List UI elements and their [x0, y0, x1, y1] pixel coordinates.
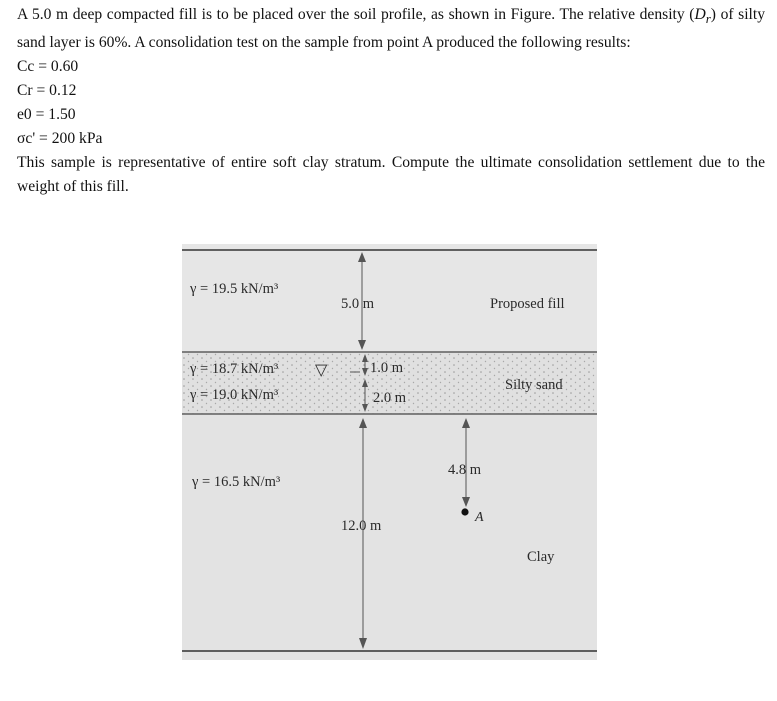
- sand-unit-weight-above: γ = 18.7 kN/m³: [190, 361, 279, 377]
- problem-statement: [17, 3, 765, 199]
- fill-unit-weight: γ = 19.5 kN/m³: [190, 281, 279, 297]
- e0-value: e0 = 1.50: [17, 106, 76, 124]
- cc-value: Cc = 0.60: [17, 58, 79, 76]
- sand-name: Silty sand: [505, 377, 563, 393]
- water-table-icon: ▽: [315, 362, 328, 379]
- clay-unit-weight: γ = 16.5 kN/m³: [192, 474, 281, 490]
- problem-intro: A 5.0 m deep compacted fill is to be placed over the soil profile, as shown in Figure. The relative density $(D_r)$ of silty sand layer is 60%. A consolidation test on the sample from point A produced the following results:: [17, 6, 766, 52]
- sand-unit-weight-below: γ = 19.0 kN/m³: [190, 387, 279, 403]
- water-table-depth-label: 1.0 m: [370, 360, 404, 376]
- soil-profile-figure: [182, 244, 597, 660]
- problem-question: This sample is representative of entire soft clay stratum. Compute the ultimate consolidation settlement due to the weight of this fill.: [17, 154, 765, 196]
- clay-thickness-label: 12.0 m: [341, 518, 382, 534]
- fill-name: Proposed fill: [490, 296, 565, 312]
- point-a-label: A: [475, 510, 484, 525]
- sand-below-wt-label: 2.0 m: [373, 390, 407, 406]
- point-a-depth-label: 4.8 m: [448, 462, 482, 478]
- sigma-c-value: σc' = 200 kPa: [17, 130, 103, 148]
- fill-thickness-label: 5.0 m: [341, 296, 375, 312]
- point-a-marker: [461, 508, 468, 515]
- cr-value: Cr = 0.12: [17, 82, 77, 100]
- clay-name: Clay: [527, 549, 555, 565]
